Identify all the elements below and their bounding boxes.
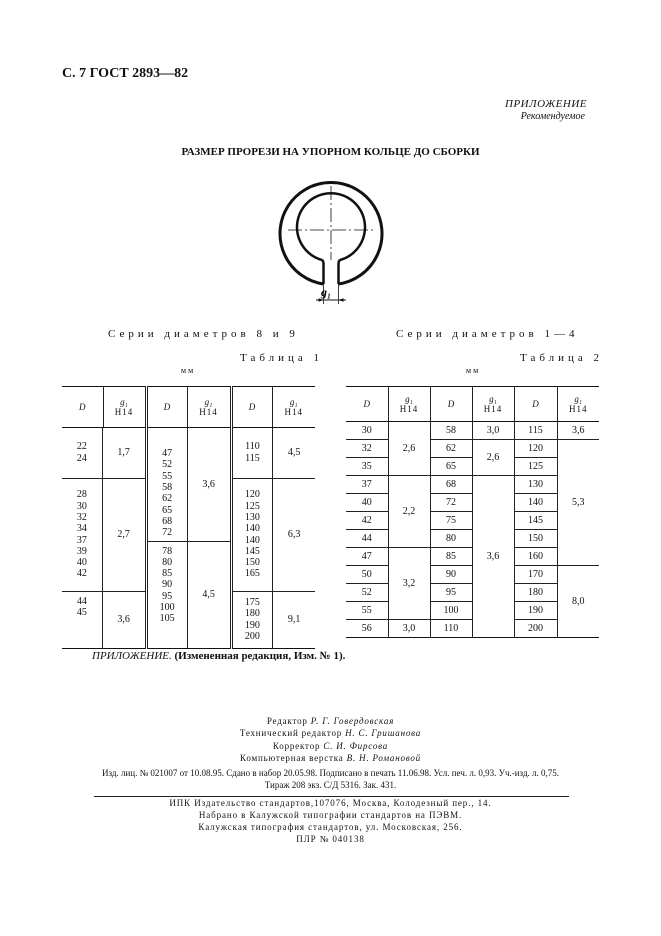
table1-g-group-8: 9,1 bbox=[273, 591, 315, 648]
table2-header-d2: D bbox=[430, 387, 472, 422]
table2-cell: 62 bbox=[430, 440, 472, 458]
table2-g1-group: 2,6 bbox=[388, 422, 430, 476]
table2-cell: 170 bbox=[514, 566, 557, 584]
amendment-note: ПРИЛОЖЕНИЕ. (Измененная редакция, Изм. № 1). bbox=[92, 650, 346, 662]
table1-g-group-7: 6,3 bbox=[273, 478, 315, 591]
table2-g2-cell: 3,0 bbox=[472, 422, 514, 440]
credit-layout: Компьютерная верстка В. Н. Романовой bbox=[240, 752, 421, 763]
credits-block bbox=[0, 715, 661, 764]
table2-cell: 85 bbox=[430, 548, 472, 566]
table1-d-group-5: 78 80 85 90 95 100 105 bbox=[159, 545, 175, 625]
table2-g1-group: 3,2 bbox=[388, 548, 430, 620]
table2-cell: 32 bbox=[346, 440, 388, 458]
publication-info bbox=[0, 767, 661, 791]
table2-cell: 190 bbox=[514, 602, 557, 620]
table2-cell: 40 bbox=[346, 494, 388, 512]
table1-g-group-1: 1,7 bbox=[102, 428, 144, 478]
table2-unit: мм bbox=[466, 366, 481, 375]
table1-header-g2: g₁ H14 bbox=[187, 387, 231, 428]
table2-cell: 44 bbox=[346, 530, 388, 548]
table2-g2-group: 2,6 bbox=[472, 440, 514, 476]
table1-unit: мм bbox=[181, 366, 196, 375]
table2-g1-cell: 3,0 bbox=[388, 620, 430, 638]
table2-cell: 160 bbox=[514, 548, 557, 566]
table2-cell: 72 bbox=[430, 494, 472, 512]
table1-d-group-7: 120 125 130 140 140 145 150 165 bbox=[244, 489, 260, 580]
table2-cell: 42 bbox=[346, 512, 388, 530]
table1-header-d3: D bbox=[231, 387, 272, 428]
table2-header-g3: g₁ H14 bbox=[557, 387, 599, 422]
table2-cell: 125 bbox=[514, 458, 557, 476]
table2-cell: 90 bbox=[430, 566, 472, 584]
table2-cell: 110 bbox=[430, 620, 472, 638]
table2-cell: 95 bbox=[430, 584, 472, 602]
table2-cell: 58 bbox=[430, 422, 472, 440]
table1 bbox=[62, 386, 315, 649]
dimension-label: g₁ bbox=[321, 285, 332, 299]
table2-cell: 150 bbox=[514, 530, 557, 548]
table2-cell: 65 bbox=[430, 458, 472, 476]
table2-header-g1: g₁ H14 bbox=[388, 387, 430, 422]
ring-drawing bbox=[270, 176, 392, 308]
table2-header-d1: D bbox=[346, 387, 388, 422]
appendix-label: ПРИЛОЖЕНИЕ bbox=[505, 98, 587, 110]
table1-g-group-2: 2,7 bbox=[102, 478, 144, 591]
table1-caption: Таблица 1 bbox=[240, 352, 324, 364]
table1-g-group-4: 3,6 bbox=[187, 428, 229, 541]
table2-cell: 68 bbox=[430, 476, 472, 494]
publisher-line-3: Калужская типография стандартов, ул. Московская, 256. bbox=[198, 822, 463, 832]
publication-line-2: Тираж 208 экз. С/Д 5316. Зак. 431. bbox=[264, 780, 397, 790]
publisher-line-4: ПЛР № 040138 bbox=[296, 834, 365, 844]
table2-cell: 37 bbox=[346, 476, 388, 494]
table2-g2-group: 3,6 bbox=[472, 476, 514, 638]
credit-proofreader: Корректор С. И. Фирсова bbox=[272, 740, 389, 751]
page-header: С. 7 ГОСТ 2893—82 bbox=[62, 66, 189, 81]
table2-cell: 52 bbox=[346, 584, 388, 602]
table2-cell: 50 bbox=[346, 566, 388, 584]
table1-g-group-3: 3,6 bbox=[102, 591, 144, 648]
table2-cell: 140 bbox=[514, 494, 557, 512]
table1-d-group-2: 28 30 32 34 37 39 40 42 bbox=[76, 489, 87, 580]
table2-cell: 200 bbox=[514, 620, 557, 638]
table2-g3-group: 8,0 bbox=[557, 566, 599, 638]
table2-g3-cell: 3,6 bbox=[557, 422, 599, 440]
page-title: РАЗМЕР ПРОРЕЗИ НА УПОРНОМ КОЛЬЦЕ ДО СБОРКИ bbox=[181, 146, 480, 158]
table1-header-g3: g₁ H14 bbox=[272, 387, 315, 428]
table1-d-group-8: 175 180 190 200 bbox=[244, 597, 260, 643]
table2-cell: 100 bbox=[430, 602, 472, 620]
publication-line-1: Изд. лиц. № 021007 от 10.08.95. Сдано в набор 20.05.98. Подписано в печать 11.06.98. Усл. печ. л. 0,93. Уч.-изд. л. 0,75. bbox=[101, 768, 560, 778]
publisher-line-2: Набрано в Калужской типографии стандартов на ПЭВМ. bbox=[198, 810, 463, 820]
table1-header-d2: D bbox=[146, 387, 187, 428]
table2-cell: 145 bbox=[514, 512, 557, 530]
table1-d-group-6: 110 115 bbox=[245, 441, 260, 464]
table1-d-group-3: 44 45 bbox=[76, 595, 87, 618]
table2-header-g2: g₁ H14 bbox=[472, 387, 514, 422]
table1-header-g1: g₁ H14 bbox=[103, 387, 146, 428]
publisher-line-1: ИПК Издательство стандартов,107076, Москва, Колодезный пер., 14. bbox=[169, 798, 492, 808]
table2-g1-group: 2,2 bbox=[388, 476, 430, 548]
table2-series-label: Серии диаметров 1—4 bbox=[396, 328, 579, 340]
table2-cell: 180 bbox=[514, 584, 557, 602]
table2-cell: 120 bbox=[514, 440, 557, 458]
table2-cell: 30 bbox=[346, 422, 388, 440]
table2-header-d3: D bbox=[514, 387, 557, 422]
table1-d-group-1: 22 24 bbox=[76, 441, 87, 464]
table2-cell: 55 bbox=[346, 602, 388, 620]
table1-g-group-5: 4,5 bbox=[187, 541, 229, 648]
table2-cell: 56 bbox=[361, 623, 372, 634]
table2-cell: 80 bbox=[430, 530, 472, 548]
appendix-status: Рекомендуемое bbox=[520, 111, 585, 122]
table2-cell: 75 bbox=[430, 512, 472, 530]
credit-tech-editor: Технический редактор Н. С. Гришанова bbox=[239, 728, 422, 739]
table2-caption: Таблица 2 bbox=[520, 352, 604, 364]
publisher-info bbox=[0, 797, 661, 845]
table2-cell: 130 bbox=[514, 476, 557, 494]
credit-editor: Редактор Р. Г. Говердовская bbox=[266, 716, 395, 726]
table2-g3-group: 5,3 bbox=[557, 440, 599, 566]
table2-cell: 115 bbox=[514, 422, 557, 440]
table1-g-group-6: 4,5 bbox=[273, 428, 315, 478]
table2-cell: 35 bbox=[346, 458, 388, 476]
table1-header-d1: D bbox=[62, 387, 103, 428]
table2-cell: 47 bbox=[346, 548, 388, 566]
table2 bbox=[346, 386, 599, 638]
table1-d-group-4: 47 52 55 58 62 65 68 72 bbox=[162, 448, 173, 539]
table1-series-label: Серии диаметров 8 и 9 bbox=[108, 328, 299, 340]
